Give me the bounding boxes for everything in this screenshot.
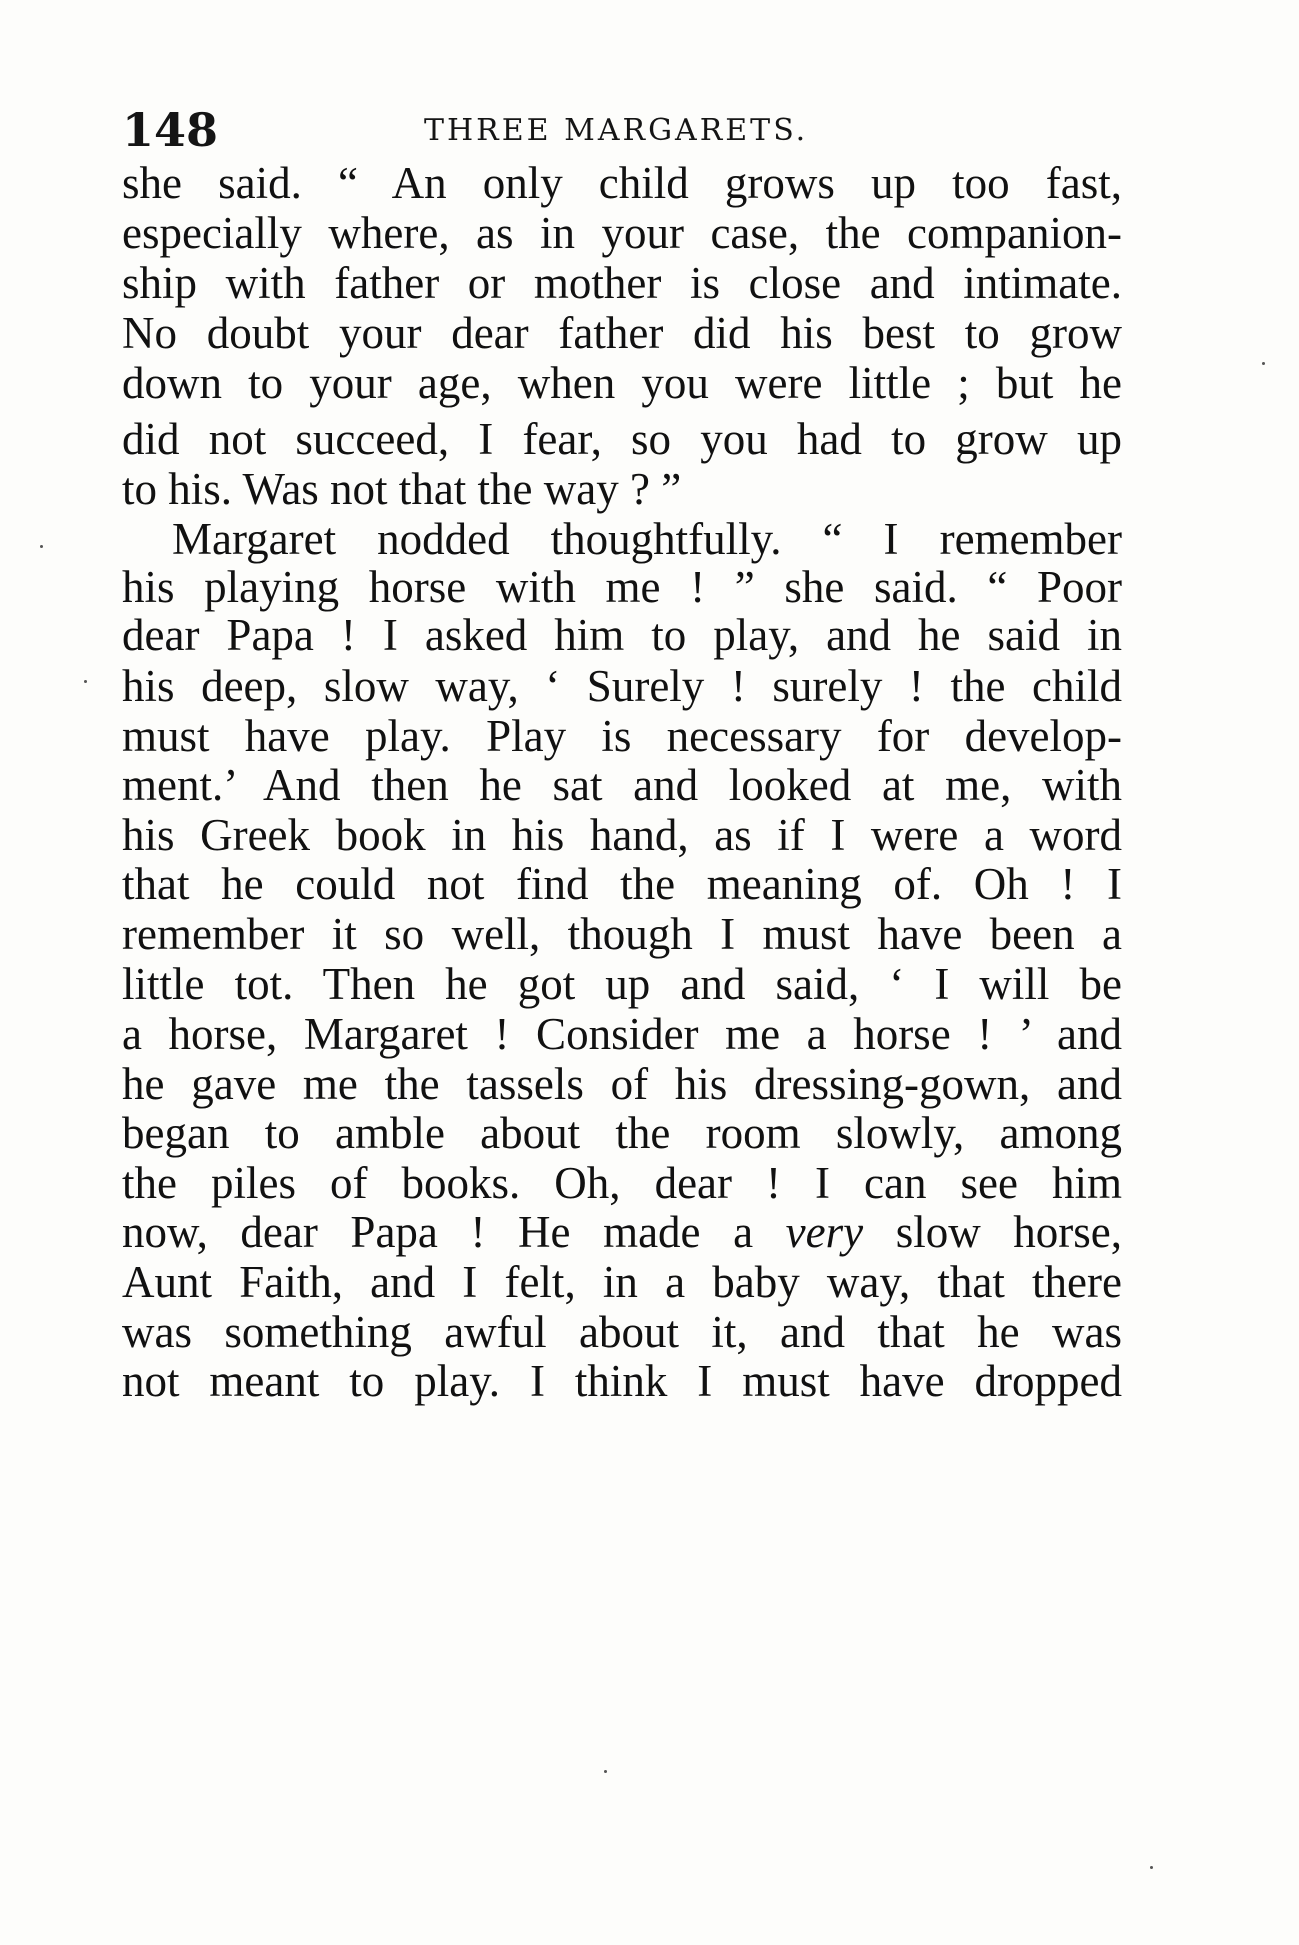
text-line: down to your age, when you were little ; but he bbox=[122, 358, 1122, 408]
text-run: slow horse, bbox=[863, 1207, 1123, 1257]
text-line: the piles of books. Oh, dear ! I can see him bbox=[122, 1158, 1122, 1208]
page-header bbox=[122, 100, 1122, 160]
text-line: was something awful about it, and that he was bbox=[122, 1307, 1122, 1357]
text-line: did not succeed, I fear, so you had to grow up bbox=[122, 414, 1122, 464]
text-line: his Greek book in his hand, as if I were a word bbox=[122, 810, 1122, 860]
page-number: 148 bbox=[122, 103, 219, 157]
text-line: his deep, slow way, ‘ Surely ! surely ! the child bbox=[122, 661, 1122, 711]
scan-speck bbox=[604, 1770, 607, 1773]
text-line: not meant to play. I think I must have dropped bbox=[122, 1356, 1122, 1406]
text-line: must have play. Play is necessary for develop- bbox=[122, 711, 1122, 761]
text-line: dear Papa ! I asked him to play, and he said in bbox=[122, 610, 1122, 660]
text-line: his playing horse with me ! ” she said. “ Poor bbox=[122, 562, 1122, 612]
text-line: ment.’ And then he sat and looked at me, with bbox=[122, 760, 1122, 810]
text-line: especially where, as in your case, the companion- bbox=[122, 208, 1122, 258]
text-line: began to amble about the room slowly, among bbox=[122, 1108, 1122, 1158]
text-run: now, dear Papa ! He made a bbox=[122, 1207, 786, 1257]
text-line: Margaret nodded thoughtfully. “ I remember bbox=[172, 514, 1122, 564]
text-line: little tot. Then he got up and said, ‘ I will be bbox=[122, 959, 1122, 1009]
text-line: ship with father or mother is close and intimate. bbox=[122, 258, 1122, 308]
text-line: he gave me the tassels of his dressing-gown, and bbox=[122, 1059, 1122, 1109]
scan-speck bbox=[40, 545, 43, 548]
text-line: to his. Was not that the way ? ” bbox=[122, 464, 682, 514]
running-title: THREE MARGARETS. bbox=[424, 113, 809, 148]
emphasis-word: very bbox=[785, 1207, 864, 1257]
scan-speck bbox=[84, 680, 87, 683]
text-line: Aunt Faith, and I felt, in a baby way, that there bbox=[122, 1257, 1122, 1307]
text-line: a horse, Margaret ! Consider me a horse ! ’ and bbox=[122, 1009, 1122, 1059]
text-line: she said. “ An only child grows up too fast, bbox=[122, 158, 1122, 208]
text-line: remember it so well, though I must have been a bbox=[122, 909, 1122, 959]
text-line: that he could not find the meaning of. Oh ! I bbox=[122, 859, 1122, 909]
scan-speck bbox=[1262, 362, 1265, 365]
text-line: No doubt your dear father did his best to grow bbox=[122, 308, 1122, 358]
scan-speck bbox=[1150, 1866, 1153, 1869]
